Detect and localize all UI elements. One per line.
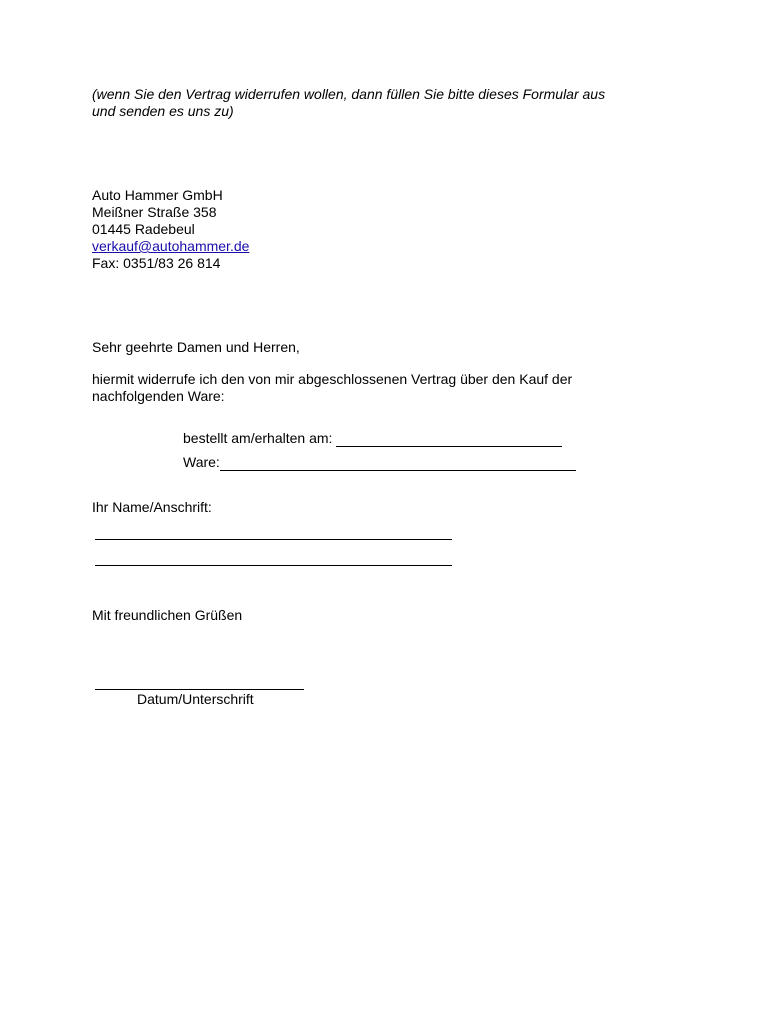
recipient-fax: Fax: 0351/83 26 814 [92, 255, 221, 271]
closing-greeting: Mit freundlichen Grüßen [92, 607, 243, 623]
recipient-address [92, 187, 249, 272]
signature-label: Datum/Unterschrift [137, 691, 254, 707]
recipient-city: 01445 Radebeul [92, 221, 195, 237]
recipient-street: Meißner Straße 358 [92, 204, 217, 220]
ware-row [183, 447, 576, 471]
signature-line[interactable] [95, 689, 304, 690]
ordered-received-row [183, 423, 576, 447]
intro-line-1: (wenn Sie den Vertrag widerrufen wollen, dann füllen Sie bitte dieses Formular aus [92, 86, 606, 102]
salutation: Sehr geehrte Damen und Herren, [92, 339, 300, 355]
intro-note [92, 86, 692, 120]
letter-body-line-2: nachfolgenden Ware: [92, 388, 225, 404]
letter-body-line-1: hiermit widerrufe ich den von mir abgeschlossenen Vertrag über den Kauf der [92, 371, 573, 387]
letter-body [92, 371, 652, 405]
sender-address-line-1[interactable] [95, 539, 452, 540]
intro-line-2: und senden es uns zu) [92, 103, 234, 119]
sender-address-line-2[interactable] [95, 565, 452, 566]
recipient-email-link[interactable]: verkauf@autohammer.de [92, 238, 250, 254]
ware-field[interactable] [220, 455, 576, 471]
recipient-company: Auto Hammer GmbH [92, 187, 223, 203]
ware-label: Ware: [183, 454, 220, 470]
ordered-received-field[interactable] [336, 431, 562, 447]
ordered-received-label: bestellt am/erhalten am: [183, 430, 333, 446]
goods-fields [183, 423, 576, 471]
sender-name-address-label: Ihr Name/Anschrift: [92, 499, 212, 515]
